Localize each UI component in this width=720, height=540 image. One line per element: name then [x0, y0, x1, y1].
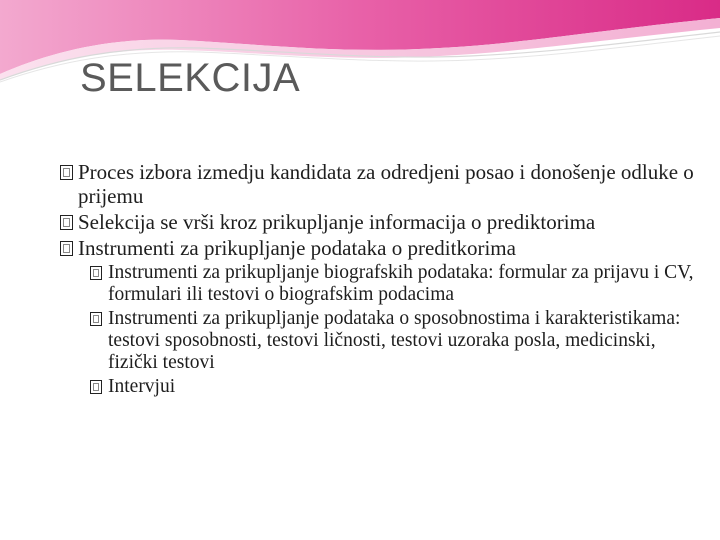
- bullet-text: Proces izbora izmedju kandidata za odredjeni posao i donošenje odluke o prijemu: [78, 160, 694, 208]
- bullet-square-icon: [90, 380, 102, 394]
- bullet-square-icon: [60, 215, 73, 230]
- bullet-square-icon: [60, 165, 73, 180]
- sub-bullet-text: Instrumenti za prikupljanje biografskih podataka: formular za prijavu i CV, formulari ili testovi o biografskim podacima: [108, 262, 694, 305]
- bullet-square-icon: [60, 241, 73, 256]
- bullet-item: [60, 236, 700, 260]
- sub-bullet-item: [90, 376, 700, 398]
- bullet-text: Instrumenti za prikupljanje podataka o preditkorima: [78, 236, 516, 260]
- slide-title: SELEKCIJA: [80, 56, 301, 100]
- bullet-text: Selekcija se vrši kroz prikupljanje informacija o prediktorima: [78, 210, 596, 234]
- bullet-item: [60, 160, 700, 208]
- bullet-list: [60, 160, 700, 400]
- sub-bullet-item: [90, 308, 700, 374]
- bullet-square-icon: [90, 266, 102, 280]
- sub-bullet-item: [90, 262, 700, 306]
- bullet-item: [60, 210, 700, 234]
- bullet-square-icon: [90, 312, 102, 326]
- sub-bullet-text: Instrumenti za prikupljanje podataka o sposobnostima i karakteristikama: testovi sposobnosti, testovi ličnosti, testovi uzoraka posla, medicinski, fizički testovi: [108, 308, 681, 373]
- sub-bullet-text: Intervjui: [108, 376, 176, 397]
